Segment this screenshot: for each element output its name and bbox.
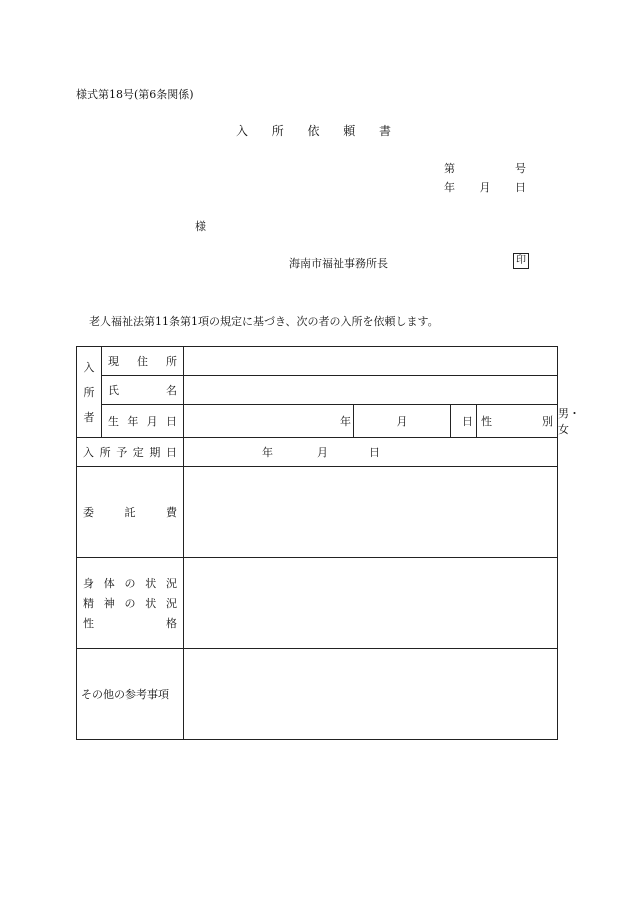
table-row <box>77 376 558 405</box>
issue-day: 日 <box>515 181 526 194</box>
section-char: 者 <box>83 411 95 424</box>
admission-date-label <box>77 438 184 467</box>
addressee-suffix: 様 <box>195 220 206 233</box>
birthdate-label-text: 生 年 月 日 <box>108 415 177 428</box>
address-label-text: 現 住 所 <box>108 355 177 368</box>
section-char: 所 <box>83 386 95 399</box>
birth-day-field[interactable] <box>451 405 477 438</box>
issuer-name: 海南市福祉事務所長 <box>289 257 388 270</box>
issue-month: 月 <box>479 181 491 194</box>
address-field[interactable] <box>184 347 558 376</box>
mental-condition-label: 精 神 の 状 況 <box>83 597 177 610</box>
sex-label-text: 性 別 <box>481 415 553 428</box>
address-label <box>102 347 184 376</box>
adm-year-unit: 年 <box>262 446 273 459</box>
birthdate-label <box>102 405 184 438</box>
table-row <box>77 649 558 740</box>
fee-label-text: 委 託 費 <box>83 506 177 519</box>
document-number <box>444 160 526 176</box>
form-number: 様式第18号(第6条関係) <box>76 88 194 101</box>
birth-month-field[interactable] <box>354 405 451 438</box>
document-title <box>236 122 391 139</box>
personality-label: 性 格 <box>83 617 177 630</box>
title-char: 依 <box>307 124 320 138</box>
sex-label <box>477 405 558 438</box>
physical-condition-label: 身 体 の 状 況 <box>83 577 177 590</box>
fee-field[interactable] <box>184 467 558 558</box>
body-text: 老人福祉法第11条第1項の規定に基づき、次の者の入所を依頼します。 <box>89 315 439 328</box>
admission-form-table <box>76 346 580 740</box>
table-row: 生 年 月 日 年 月 日 性 別 男・女 <box>77 405 558 438</box>
other-notes-field[interactable] <box>184 649 558 740</box>
name-label-text: 氏 名 <box>108 384 177 397</box>
condition-label <box>77 558 184 649</box>
admission-date-field[interactable] <box>184 438 558 467</box>
resident-section-label <box>77 347 102 438</box>
table-row <box>77 558 558 649</box>
issue-date <box>444 179 526 195</box>
doc-number-dai: 第 <box>444 162 455 175</box>
birth-year-unit: 年 <box>340 415 351 428</box>
section-char: 入 <box>83 361 95 374</box>
seal-mark: 印 <box>513 253 529 269</box>
adm-day-unit: 日 <box>369 446 380 459</box>
issue-year: 年 <box>444 181 455 194</box>
fee-label <box>77 467 184 558</box>
title-char: 所 <box>271 124 284 138</box>
name-label <box>102 376 184 405</box>
table-row <box>77 347 558 376</box>
condition-field[interactable] <box>184 558 558 649</box>
title-char: 入 <box>236 124 249 138</box>
table-row <box>77 467 558 558</box>
other-notes-label: その他の参考事項 <box>77 649 184 740</box>
birth-month-unit: 月 <box>396 415 408 428</box>
doc-number-go: 号 <box>515 162 526 175</box>
adm-month-unit: 月 <box>317 446 328 459</box>
title-char: 書 <box>378 124 391 138</box>
birth-year-field[interactable] <box>184 405 354 438</box>
birth-day-unit: 日 <box>462 415 473 428</box>
name-field[interactable] <box>184 376 558 405</box>
admission-date-label-text: 入 所 予 定 期 日 <box>83 446 177 459</box>
table-row <box>77 438 558 467</box>
title-char: 頼 <box>343 124 356 138</box>
